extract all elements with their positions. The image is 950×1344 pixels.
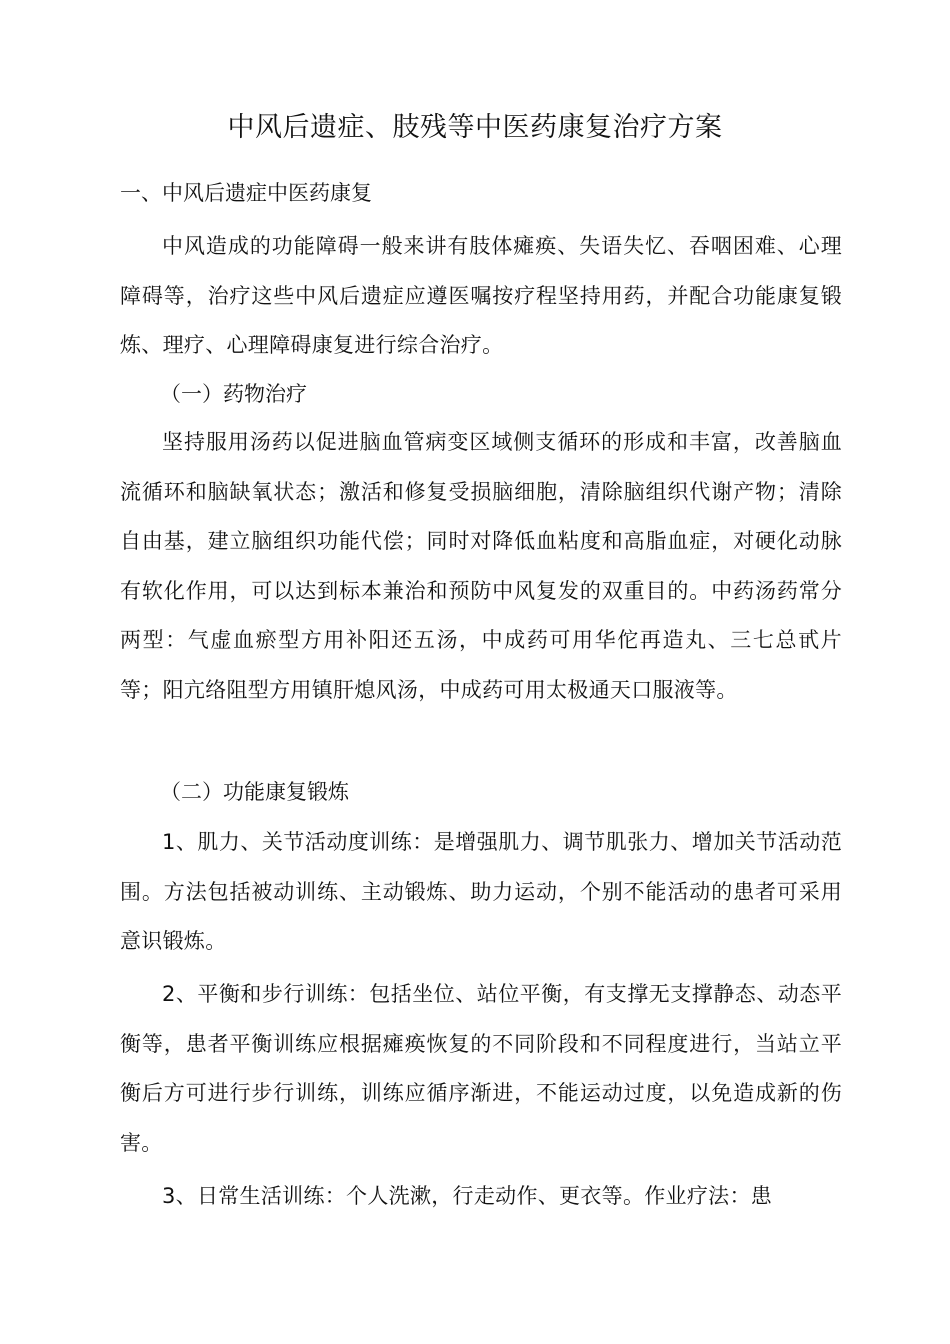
list-item-daily-living-training: 3、日常生活训练：个人洗漱，行走动作、更衣等。作业疗法：患	[162, 1184, 773, 1208]
subsection-heading-medication: （一）药物治疗	[160, 382, 307, 406]
list-item-balance-training: 2、平衡和步行训练：包括坐位、站位平衡，有支撑无支撑静态、动态平衡等，患者平衡训练应根据瘫痪恢复的不同阶段和不同程度进行，当站立平衡后方可进行步行训练，训练应循序渐进，不能运动过度，以免造成新的伤害。	[120, 982, 842, 1155]
section-heading-stroke-rehab: 一、中风后遗症中医药康复	[120, 181, 372, 205]
subsection-heading-rehab-exercise: （二）功能康复锻炼	[160, 780, 349, 804]
intro-paragraph: 中风造成的功能障碍一般来讲有肢体瘫痪、失语失忆、吞咽困难、心理障碍等，治疗这些中风后遗症应遵医嘱按疗程坚持用药，并配合功能康复锻炼、理疗、心理障碍康复进行综合治疗。	[120, 234, 842, 357]
document-title: 中风后遗症、肢残等中医药康复治疗方案	[227, 112, 723, 143]
list-item-strength-training: 1、肌力、关节活动度训练：是增强肌力、调节肌张力、增加关节活动范围。方法包括被动训练、主动锻炼、助力运动，个别不能活动的患者可采用意识锻炼。	[120, 830, 842, 953]
medication-paragraph: 坚持服用汤药以促进脑血管病变区域侧支循环的形成和丰富，改善脑血流循环和脑缺氧状态；激活和修复受损脑细胞，清除脑组织代谢产物；清除自由基，建立脑组织功能代偿；同时对降低血粘度和高脂血症，对硬化动脉有软化作用，可以达到标本兼治和预防中风复发的双重目的。中药汤药常分两型：气虚血瘀型方用补阳还五汤，中成药可用华佗再造丸、三七总甙片等；阳亢络阻型方用镇肝熄风汤，中成药可用太极通天口服液等。	[120, 430, 842, 702]
